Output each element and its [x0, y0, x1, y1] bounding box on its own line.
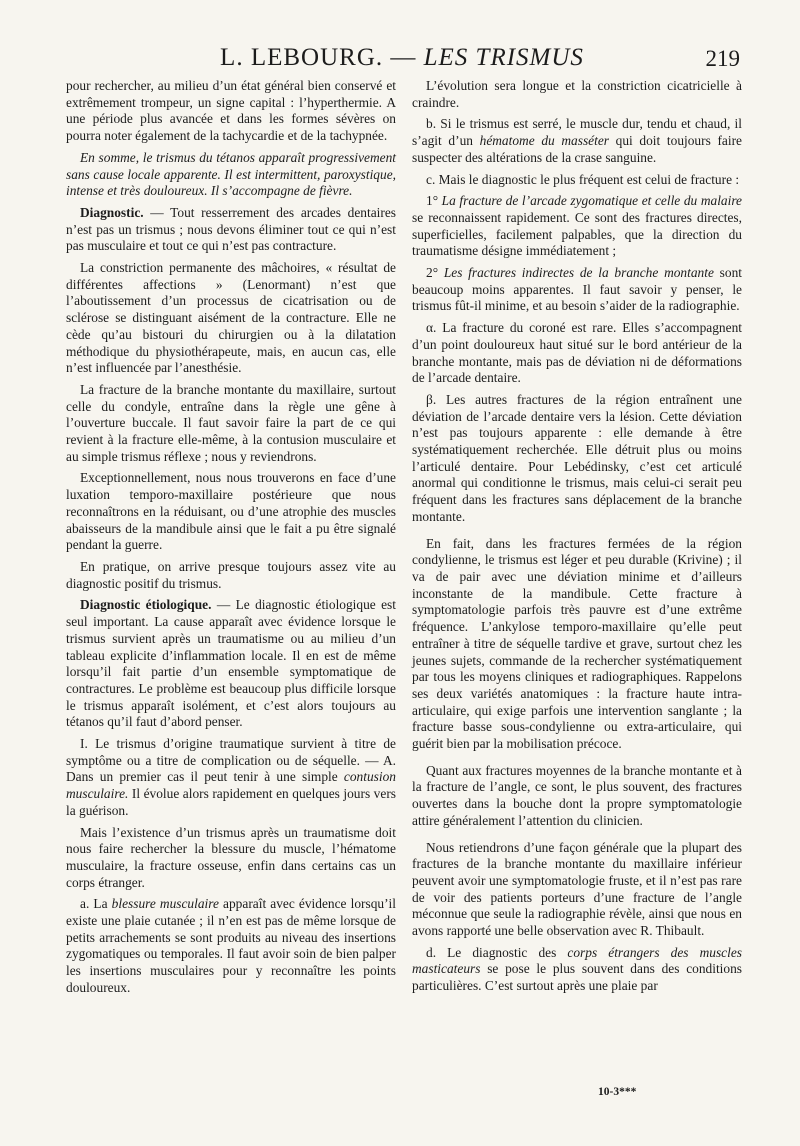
paragraph-text: se reconnaissent rapidement. Ce sont des fractures directes, superficielles, facilement palpables, que la direction du traumatisme désigne immédiatement ;	[412, 209, 742, 259]
emphasis-text: blessure musculaire	[111, 896, 219, 912]
signature-mark: 10-3***	[598, 1086, 637, 1098]
paragraph: Exceptionnellement, nous nous trouverons en face d’une luxation temporo-maxillaire postérieure que nous reconnaîtrons en la réduisant, ou d’une atrophie des muscles abaisseurs de la mandibule ainsi que le fait a pu être signalé pendant la guerre.	[66, 470, 396, 553]
paragraph: La constriction permanente des mâchoires, « résultat de différentes affections » (Lenormant) n’est que l’aboutissement d’un processus de cicatrisation ou de sclérose se distinguant aisément de la contracture. Elle ne cède qu’au bistouri du chirurgien ou à la dilatation méthodique du physiothérapeute, mais, en aucun cas, elle n’est influencée par l’anesthésie.	[66, 260, 396, 376]
paragraph-text: — Le diagnostic étiologique est seul important. La cause apparaît avec évidence lorsque le trismus survient après un traumatisme ou au milieu d’un tableau explicite d’inflammation locale. Il en est de même lorsqu’il fait partie d’un ensemble symptomatique de contractures. Le problème est beaucoup plus difficile lorsque le trismus apparaît isolément, et c’est alors toujours au tétanos qu’il faut d’abord penser.	[66, 597, 396, 730]
paragraph-text: se pose le plus souvent dans des conditions particulières. C’est surtout après une plaie par	[412, 961, 742, 994]
paragraph-text: qui doit toujours faire suspecter des altérations de la crase sanguine.	[412, 133, 742, 165]
paragraph-blessure	[66, 896, 396, 996]
left-column	[66, 78, 396, 1002]
running-header	[64, 44, 740, 72]
list-item	[412, 193, 742, 260]
page-header	[64, 44, 740, 78]
emphasis-text: Les fractures indirectes de la branche montante	[443, 265, 714, 281]
emphasis-text: corps étrangers des muscles masticateurs	[412, 944, 742, 977]
paragraph: pour rechercher, au milieu d’un état général bien conservé et extrêmement trompeur, un signe capital : l’hyperthermie. A une période plus avancée et dans les formes sévères on pourra noter également de la tachycardie et de la tachypnée.	[66, 78, 396, 144]
paragraph: α. La fracture du coroné est rare. Elles s’accompagnent d’un point douloureux haut situé sur le bord antérieur de la branche montante, mais pas de déviation ni de déformations de l’arcade dentaire.	[412, 320, 742, 386]
paragraph: Quant aux fractures moyennes de la branche montante et à la fracture de l’angle, ce sont, le plus souvent, des fractures ouvertes dans la bouche dont la propre symptomatologie attire généralement l’attention du clinicien.	[412, 762, 742, 828]
page-number: 219	[705, 46, 740, 71]
paragraph-corps-etrangers	[412, 945, 742, 995]
paragraph-text: apparaît avec évidence lorsqu’il existe une plaie cutanée ; il n’en est pas de même lorsque de petits arrachements se sont produits au niveau des insertions zygomatiques ou temporales. Il faut avoir soin de bien palper les insertions musculaires pour y reconnaître les points douloureux.	[66, 896, 396, 995]
paragraph: L’évolution sera longue et la constriction cicatricielle à craindre.	[412, 78, 742, 110]
emphasis-text: hématome du masséter	[479, 133, 609, 149]
section-heading-etiologique: Diagnostic étiologique.	[80, 597, 212, 613]
paragraph: c. Mais le diagnostic le plus fréquent est celui de fracture :	[426, 171, 740, 187]
section-heading-diagnostic: Diagnostic.	[80, 204, 144, 220]
tetanos-summary: En somme, le trismus du tétanos apparaît progressivement sans cause locale apparente. Il est intermittent, paroxystique, intense et très douloureux. Il s’accompagne de fièvre.	[66, 149, 396, 199]
running-title: LES TRISMUS	[423, 44, 584, 71]
emphasis-text: contusion musculaire.	[66, 769, 396, 802]
paragraph-etiologique	[66, 597, 396, 731]
paragraph-text: b. Si le trismus est serré, le muscle dur, tendu et chaud, il s’agit d’un	[412, 116, 742, 149]
paragraph-text: d. Le diagnostic des	[426, 944, 568, 960]
paragraph: En fait, dans les fractures fermées de la région condylienne, le trismus est léger et peu durable (Krivine) ; il va de pair avec une déviation minime et d’ailleurs inconstante de la mandibule. Cette fracture à symptomatologie parfois très pauvre est d’une extrême fréquence. L’ankylose temporo-maxillaire qu’elle peut entraîner à titre de séquelle tardive et grave, surtout chez les jeunes sujets, commande de la rechercher systématiquement par tous les moyens cliniques et radiographiques. Rappelons ses deux variétés anatomiques : la fracture haute intra-articulaire, qui exige parfois une intervention sanglante ; la fracture basse sous-condylienne ou extra-articulaire, qui guérit bien par la mobilisation précoce.	[412, 535, 742, 752]
paragraph: Mais l’existence d’un trismus après un traumatisme doit nous faire rechercher la blessure du muscle, l’hématome musculaire, la fracture osseuse, enfin dans certains cas un corps étranger.	[66, 824, 396, 890]
paragraph: La fracture de la branche montante du maxillaire, surtout celle du condyle, entraîne dans la règle une gêne à l’ouverture buccale. Il faut savoir faire la part de ce qui revient à la fracture elle-même, à la contusion musculaire et au simple trismus réflexe ; nous y reviendrons.	[66, 381, 396, 464]
list-marker: 1°	[426, 193, 442, 209]
paragraph: Nous retiendrons d’une façon générale que la plupart des fractures de la branche montante du maxillaire inférieur peuvent avoir une symptomatologie fruste, et il n’est pas rare de voir des patients porteurs d’une fracture de l’angle méconnue que seule la radiographie révèle, ainsi que nous en avons rapporté une belle observation avec R. Thibault.	[412, 839, 742, 939]
list-item	[412, 265, 742, 315]
paragraph-text: Il évolue alors rapidement en quelques jours vers la guérison.	[66, 786, 396, 818]
author-name: L. LEBOURG. —	[220, 44, 417, 71]
paragraph: β. Les autres fractures de la région entraînent une déviation de l’arcade dentaire vers la lésion. Cette déviation n’est pas toujours apparente : elle demande à être systématiquement recherchée. Elle détruit plus ou moins l’articulé dentaire. Pour Lebédinsky, c’est cet articulé anormal qui conditionne le trismus, mais celui-ci serait peu fréquent dans les fractures sans déplacement de la branche montante.	[412, 391, 742, 524]
paragraph-traumatique	[66, 736, 396, 820]
right-column	[412, 78, 742, 1000]
paragraph: En pratique, on arrive presque toujours assez vite au diagnostic positif du trismus.	[66, 558, 396, 591]
emphasis-text: La fracture de l’arcade zygomatique et celle du malaire	[441, 193, 742, 209]
paragraph-hematome	[412, 116, 742, 166]
paragraph-text: — Tout resserrement des arcades dentaires n’est pas un trismus ; nous devons éliminer tout ce qui n’est pas musculaire et tout ce qui n’est pas contracture.	[66, 204, 396, 254]
paragraph-text: sont beaucoup moins apparentes. Il faut savoir y penser, le trismus fût-il minime, et au besoin s’aider de la radiographie.	[412, 265, 742, 314]
paragraph-text: a. La	[80, 896, 112, 912]
paragraph-diagnostic	[66, 205, 396, 255]
list-marker: 2°	[426, 265, 444, 281]
paragraph-text: I. Le trismus d’origine traumatique survient à titre de symptôme ou a titre de complication ou de séquelle. — A. Dans un premier cas il peut tenir à une simple	[66, 736, 396, 785]
